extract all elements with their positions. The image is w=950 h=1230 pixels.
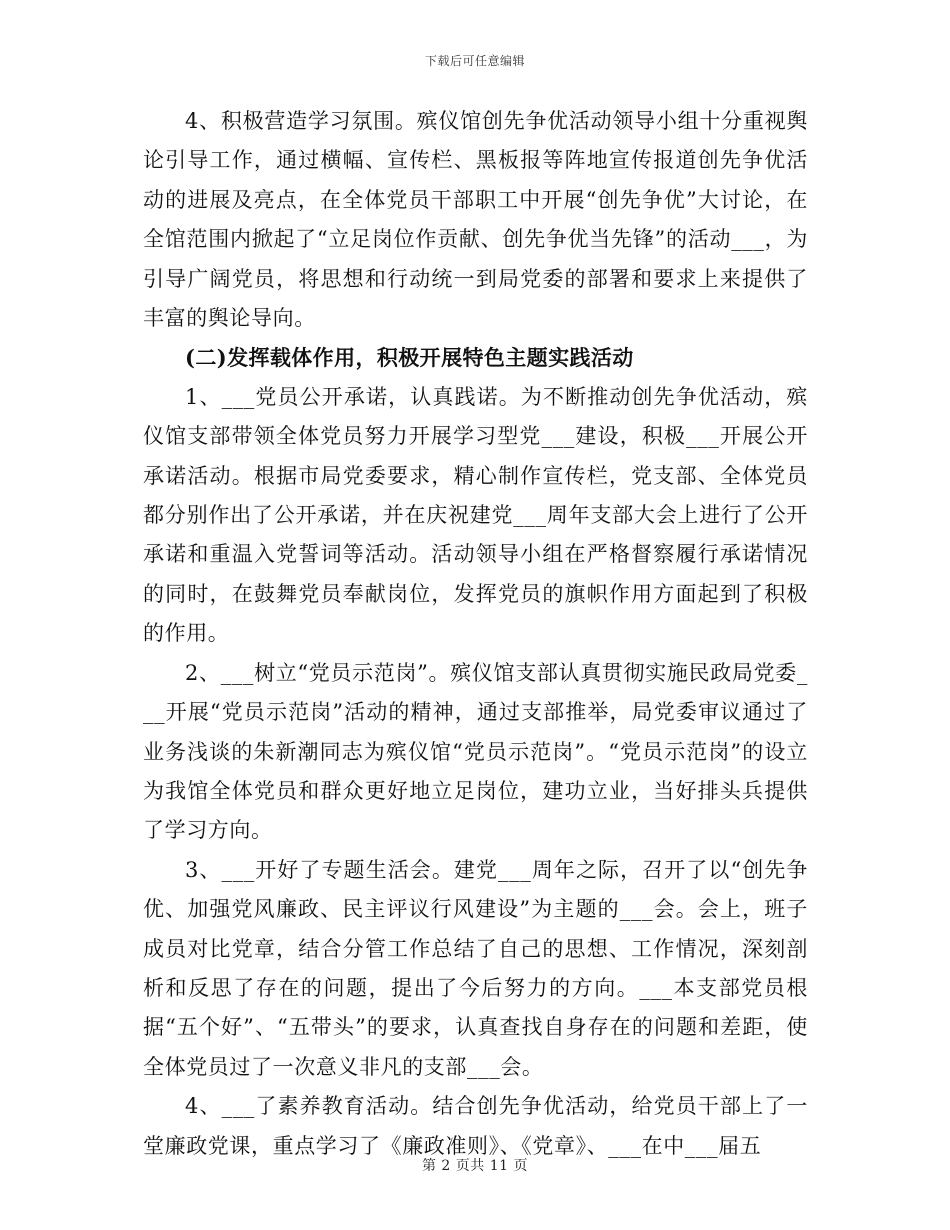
page-footer: 第 2 页共 11 页 [421, 1158, 529, 1174]
section-heading: (二)发挥载体作用，积极开展特色主题实践活动 [185, 345, 634, 371]
paragraph-item-4-study-atmosphere: 4、积极营造学习氛围。殡仪馆创先争优活动领导小组十分重视舆论引导工作，通过横幅、宣传栏、黑板报等阵地宣传报道创先争优活动的进展及亮点，在全体党员干部职工中开展“创先争优”大讨论，在全馆范围内掀起了“立足岗位作贡献、创先争优当先锋”的活动___，为引导广阔党员，将思想和行动统一到局党委的部署和要求上来提供了丰富的舆论导向。 [143, 109, 808, 331]
document-body [143, 102, 808, 1166]
paragraph-item-1-public-pledge: 1、___党员公开承诺，认真践诺。为不断推动创先争优活动，殡仪馆支部带领全体党员努力开展学习型党___建设，积极___开展公开承诺活动。根据市局党委要求，精心制作宣传栏，党支部、全体党员都分别作出了公开承诺，并在庆祝建党___周年支部大会上进行了公开承诺和重温入党誓词等活动。活动领导小组在严格督察履行承诺情况的同时，在鼓舞党员奉献岗位，发挥党员的旗帜作用方面起到了积极的作用。 [143, 384, 808, 646]
paragraph-item-2-model-post: 2、___树立“党员示范岗”。殡仪馆支部认真贯彻实施民政局党委___开展“党员示范岗”活动的精神，通过支部推举，局党委审议通过了业务浅谈的朱新潮同志为殡仪馆“党员示范岗”。“党员示范岗”的设立为我馆全体党员和群众更好地立足岗位，建功立业，当好排头兵提供了学习方向。 [143, 660, 808, 843]
paragraph-item-4-education: 4、___了素养教育活动。结合创先争优活动，给党员干部上了一堂廉政党课，重点学习了《廉政准则》、《党章》、___在中___届五 [143, 1094, 808, 1158]
paragraph-item-3-life-meeting: 3、___开好了专题生活会。建党___周年之际，召开了以“创先争优、加强党风廉政、民主评议行风建设”为主题的___会。会上，班子成员对比党章，结合分管工作总结了自己的思想、工作情况，深刻剖析和反思了存在的问题，提出了今后努力的方向。___本支部党员根据“五个好”、“五带头”的要求，认真查找自身存在的问题和差距，使全体党员过了一次意义非凡的支部___会。 [143, 857, 808, 1079]
page-header: 下载后可任意编辑 [424, 54, 525, 68]
